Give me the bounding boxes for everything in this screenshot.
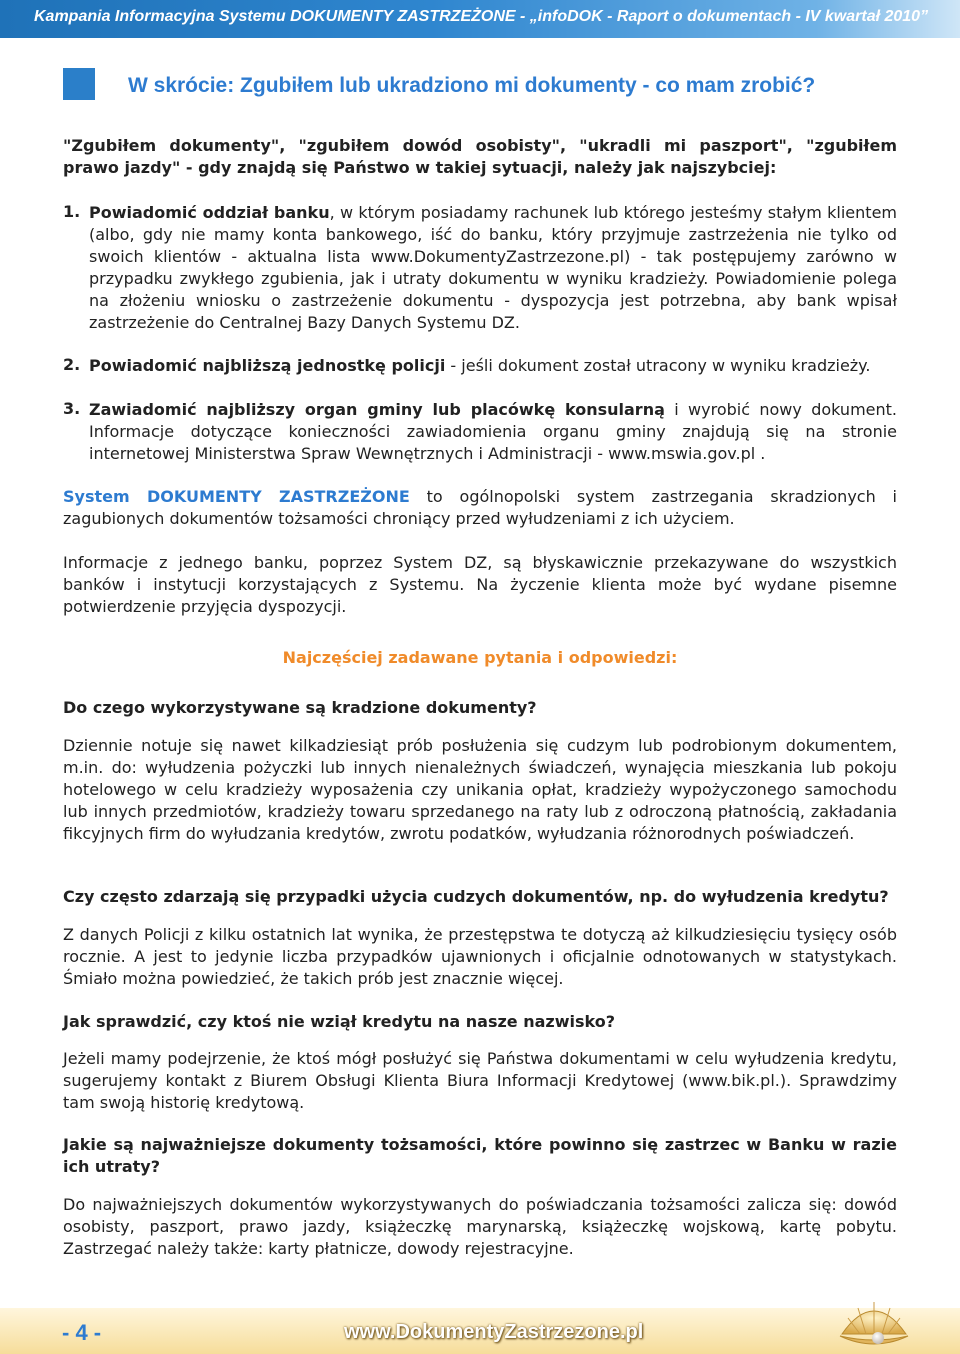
footer-website-link[interactable]: www.DokumentyZastrzezone.pl — [344, 1321, 644, 1343]
system-paragraph — [63, 486, 897, 530]
faq-answer-2: Z danych Policji z kilku ostatnich lat wynika, że przestępstwa te dotyczą aż kilkudziesięciu tysięcy osób rocznie. A jest to jedynie liczba przypadków ujawnionych i oficjalnie odnotowanych w statystykach. Śmiało można powiedzieć, że takich prób jest znacznie więcej. — [63, 925, 897, 988]
faq-answer-1: Dziennie notuje się nawet kilkadziesiąt prób posłużenia się cudzym lub podrobionym dokumentem, m.in. do: wyłudzenia pożyczki lub innych nienależnych świadczeń, wynajęcia mieszkania lub pokoju hotelowego w celu kradzieży wyposażenia czy unikania opłat, kradzieży wypożyczonego samochodu lub innych przedmiotów, kradzieży towaru sprzedanego na raty lub z odroczoną płatnością, zakładania fikcyjnych firm do wyłudzania kredytów, zwrotu podatków, wyłudzania różnorodnych poświadczeń. — [63, 736, 897, 843]
faq-question-3: Jak sprawdzić, czy ktoś nie wziął kredytu na nasze nazwisko? — [63, 1012, 615, 1031]
header-banner-text: Kampania Informacyjna Systemu DOKUMENTY ZASTRZEŻONE - „infoDOK - Raport o dokumentach - IV kwartał 2010” — [34, 8, 929, 25]
step-3-number: 3. — [63, 399, 81, 418]
faq-heading: Najczęściej zadawane pytania i odpowiedzi: — [282, 648, 678, 667]
faq-answer-4: Do najważniejszych dokumentów wykorzystywanych do poświadczania tożsamości zalicza się: dowód osobisty, paszport, prawo jazdy, książeczkę marynarską, książeczkę wojskową, kartę pobytu. Zastrzegać należy także: karty płatnicze, dowody rejestracyjne. — [63, 1195, 897, 1258]
system-text: to ogólnopolski system zastrzegania skradzionych i zagubionych dokumentów tożsamości chroniący przed wyłudzeniami z ich użyciem. — [63, 487, 897, 528]
page-title: W skrócie: Zgubiłem lub ukradziono mi dokumenty - co mam zrobić? — [128, 74, 816, 97]
step-2-number: 2. — [63, 355, 81, 374]
section-square-icon — [63, 68, 95, 100]
system-name: System DOKUMENTY ZASTRZEŻONE — [63, 487, 410, 506]
info-paragraph: Informacje z jednego banku, poprzez System DZ, są błyskawicznie przekazywane do wszystkich banków i instytucji korzystających z Systemu. Na życzenie klienta może być wydane pisemne potwierdzenie przyjęcia dyspozycji. — [63, 553, 897, 616]
step-2-text: - jeśli dokument został utracony w wyniku kradzieży. — [445, 356, 871, 375]
step-1-number: 1. — [63, 202, 81, 221]
step-2 — [89, 355, 897, 377]
faq-question-4: Jakie są najważniejsze dokumenty tożsamości, które powinno się zastrzec w Banku w razie ich utraty? — [63, 1135, 897, 1176]
page-number: - 4 - — [62, 1320, 102, 1345]
step-1 — [89, 202, 897, 334]
faq-question-1: Do czego wykorzystywane są kradzione dokumenty? — [63, 698, 537, 717]
step-1-text: , w którym posiadamy rachunek lub którego jesteśmy stałym klientem (albo, gdy nie mamy konta bankowego, iść do banku, który przyjmuje zastrzeżenia nie tylko od swoich klientów - aktualna lista www.DokumentyZastrzezone.pl) - tak postępujemy zarówno w przypadku zwykłego zgubienia, jak i utraty dokumentu w wyniku kradzieży. Powiadomienie polega na złożeniu wniosku o zastrzeżenie dokumentu - dyspozycja jest potrzebna, aby bank wpisał zastrzeżenie do Centralnej Bazy Danych Systemu DZ. — [89, 203, 897, 332]
step-3-bold: Zawiadomić najbliższy organ gminy lub placówkę konsularną — [89, 400, 665, 419]
pearl-shell-icon — [834, 1294, 914, 1350]
step-1-bold: Powiadomić oddział banku — [89, 203, 330, 222]
faq-question-2: Czy często zdarzają się przypadki użycia cudzych dokumentów, np. do wyłudzenia kredytu? — [63, 887, 889, 906]
faq-answer-3: Jeżeli mamy podejrzenie, że ktoś mógł posłużyć się Państwa dokumentami w celu wyłudzenia kredytu, sugerujemy kontakt z Biurem Obsługi Klienta Biura Informacji Kredytowej (www.bik.pl.). Sprawdzimy tam swoją historię kredytową. — [63, 1049, 897, 1112]
step-3 — [89, 399, 897, 465]
step-3-text: i wyrobić nowy dokument. Informacje dotyczące konieczności zawiadomienia organu gminy znajdują się na stronie internetowej Ministerstwa Spraw Wewnętrznych i Administracji - www.mswia.gov.pl . — [89, 400, 897, 463]
step-2-bold: Powiadomić najbliższą jednostkę policji — [89, 356, 446, 375]
intro-paragraph: "Zgubiłem dokumenty", "zgubiłem dowód osobisty", "ukradli mi paszport", "zgubiłem prawo jazdy" - gdy znajdą się Państwo w takiej sytuacji, należy jak najszybciej: — [63, 136, 897, 177]
